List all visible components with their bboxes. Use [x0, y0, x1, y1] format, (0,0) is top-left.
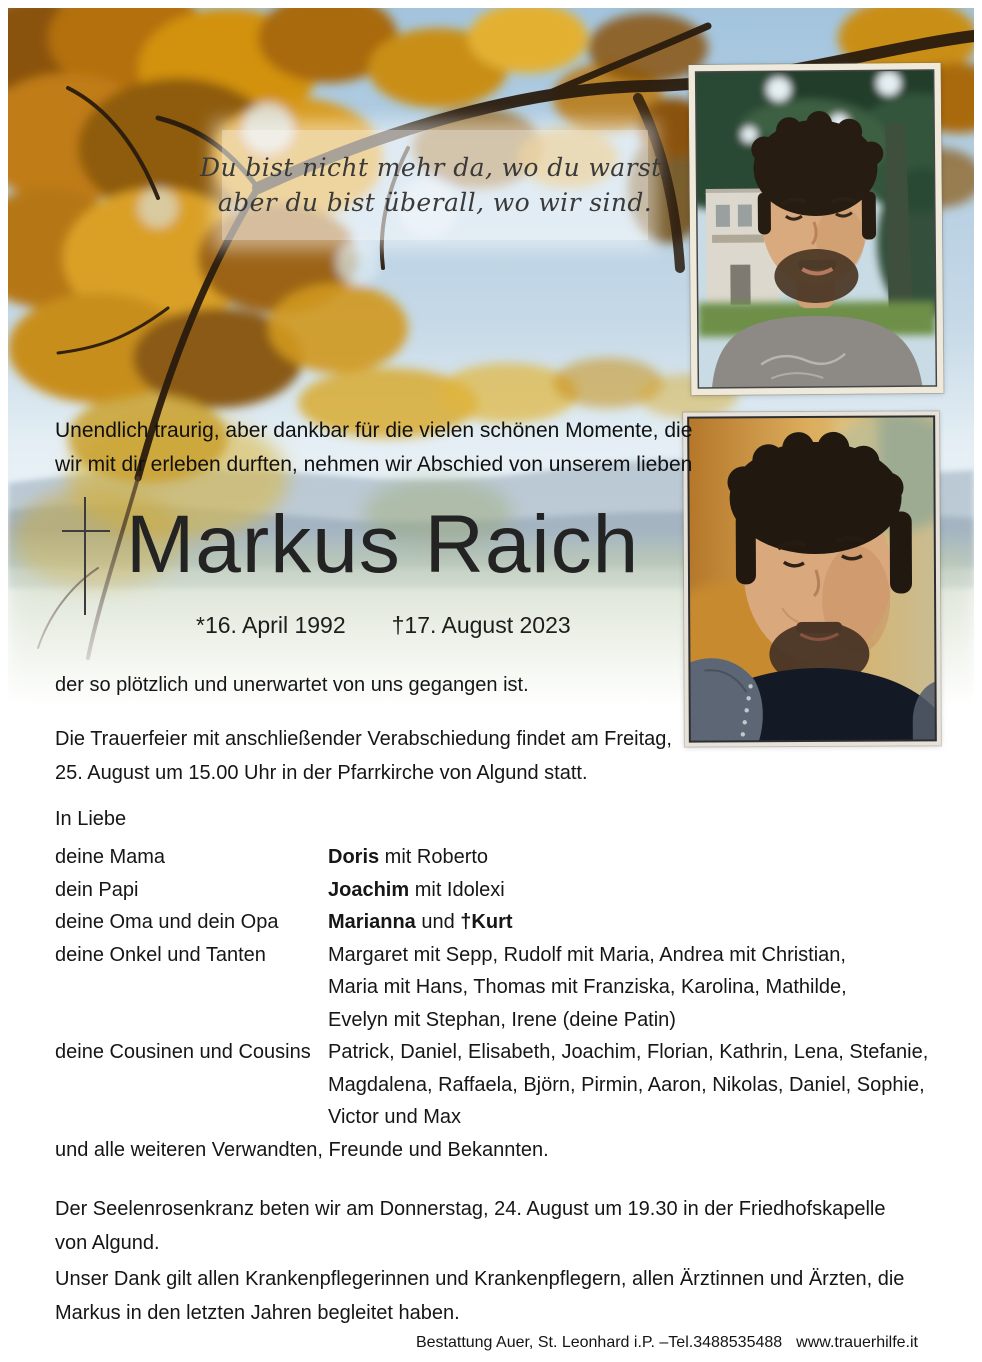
- quote-line-2: aber du bist überall, wo wir sind.: [217, 188, 653, 217]
- rosary-line-2: von Algund.: [55, 1232, 160, 1254]
- life-dates: [196, 612, 571, 639]
- quote-line-1: Du bist nicht mehr da, wo du warst,: [200, 153, 670, 182]
- family-row-oma-opa: [55, 906, 955, 939]
- funeral-line-2: 25. August um 15.00 Uhr in der Pfarrkirche von Algund statt.: [55, 762, 588, 784]
- portrait-photo-closeup: [683, 411, 941, 746]
- relation-label: deine Oma und dein Opa: [55, 911, 279, 933]
- memorial-cross-icon: [62, 497, 112, 617]
- rosary-announcement: [55, 1192, 885, 1260]
- family-row-papi: [55, 874, 955, 907]
- death-date: †17. August 2023: [391, 612, 571, 638]
- family-names: Marianna und †Kurt: [328, 911, 513, 933]
- family-closing-line: und alle weiteren Verwandten, Freunde und Bekannten.: [55, 1138, 549, 1161]
- family-names: Joachim mit Idolexi: [328, 878, 505, 901]
- family-names: Doris mit Roberto: [328, 846, 489, 868]
- thanks-line-2: Markus in den letzten Jahren begleitet haben.: [55, 1302, 460, 1324]
- family-row-onkel-tanten: [55, 939, 955, 1037]
- intro-line-1: Unendlich traurig, aber dankbar für die vielen schönen Momente, die: [55, 419, 693, 442]
- quote-panel: [200, 130, 670, 240]
- funeral-home-text: Bestattung Auer, St. Leonhard i.P. –Tel.3488535488: [415, 1334, 783, 1351]
- relation-label: deine Cousinen und Cousins: [55, 1041, 311, 1063]
- funeral-line-1: Die Trauerfeier mit anschließender Verabschiedung findet am Freitag,: [55, 728, 672, 750]
- family-row-cousins: [55, 1036, 955, 1134]
- relation-label: dein Papi: [55, 878, 139, 901]
- deceased-name: Markus Raich: [126, 499, 640, 590]
- website-text: www.trauerhilfe.it: [796, 1334, 918, 1351]
- family-row-mama: [55, 841, 955, 874]
- footer: [416, 1334, 918, 1352]
- intro-line-2: wir mit dir erleben durften, nehmen wir Abschied von unserem lieben: [55, 453, 693, 476]
- birth-date: *16. April 1992: [196, 612, 346, 638]
- thanks-paragraph: [55, 1262, 904, 1330]
- relation-label: deine Onkel und Tanten: [55, 943, 266, 966]
- intro-paragraph: [55, 414, 692, 482]
- family-list: [55, 841, 955, 1166]
- salutation: In Liebe: [55, 808, 127, 830]
- portrait-photo-outdoor: [689, 63, 944, 395]
- funeral-announcement: [55, 722, 672, 790]
- rosary-line-1: Der Seelenrosenkranz beten wir am Donnerstag, 24. August um 19.30 in der Friedhofskapelle: [55, 1198, 886, 1220]
- family-names: Margaret mit Sepp, Rudolf mit Maria, Andrea mit Christian, Maria mit Hans, Thomas mit Franziska, Karolina, Mathilde, Evelyn mit Stephan, Irene (deine Patin): [328, 943, 847, 1031]
- passing-text: der so plötzlich und unerwartet von uns gegangen ist.: [55, 674, 529, 696]
- family-names: Patrick, Daniel, Elisabeth, Joachim, Florian, Kathrin, Lena, Stefanie, Magdalena, Raffaela, Björn, Pirmin, Aaron, Nikolas, Daniel, Sophie, Victor und Max: [328, 1041, 929, 1128]
- thanks-line-1: Unser Dank gilt allen Krankenpflegerinnen und Krankenpflegern, allen Ärztinnen und Ärzten, die: [55, 1268, 905, 1290]
- relation-label: deine Mama: [55, 846, 166, 868]
